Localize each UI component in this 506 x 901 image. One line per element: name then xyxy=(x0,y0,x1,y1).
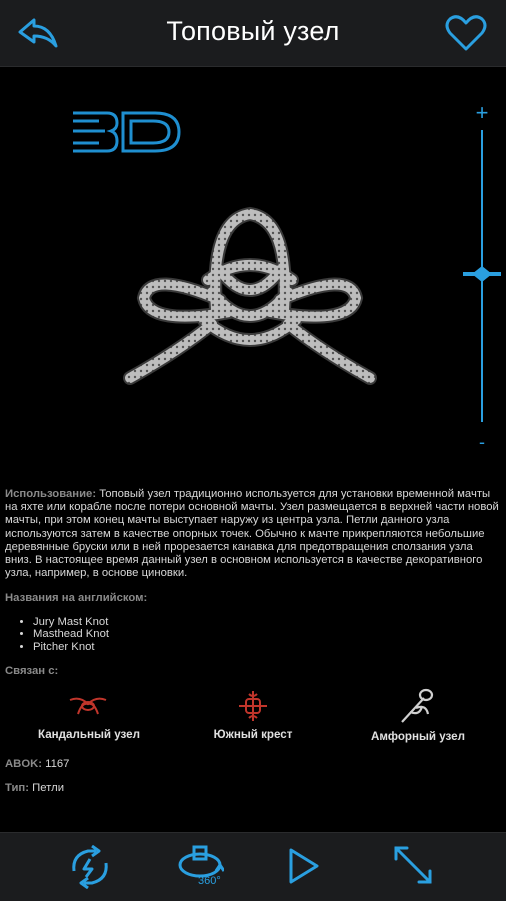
english-names-title: Названия на английском: xyxy=(5,592,148,605)
zoom-slider-thumb[interactable] xyxy=(463,266,501,282)
usage-paragraph xyxy=(5,488,501,580)
list-item: • Pitcher Knot xyxy=(33,641,501,654)
bottom-toolbar xyxy=(0,832,506,901)
3d-logo-icon xyxy=(69,107,183,157)
type-value: Петли xyxy=(29,782,65,794)
knot-description xyxy=(5,488,501,679)
amphora-knot-icon xyxy=(398,686,438,724)
related-item-southern-cross[interactable] xyxy=(203,690,303,741)
app-header xyxy=(0,0,506,67)
zoom-out-icon[interactable]: - xyxy=(479,432,485,452)
abok-value: 1167 xyxy=(42,758,70,770)
usage-text: Топовый узел традиционно используется для установки временной мачты на яхте или корабле после потери основной мачты. Узел размещается в верхней части новой мачты, при этом конец мачты выступает наружу из центра узла. Петли данного узла используются затем в качестве опорных точек. Обычно к мачте прикрепляются небольшие деревянные бруски или в ней прорезается канавка для предотвращения сползания узла вниз. В настоящее время данный узел в основном используется в качестве декоративного узла, например, в основе циновки. xyxy=(5,488,499,580)
heart-icon[interactable] xyxy=(444,13,488,53)
list-item: • Jury Mast Knot xyxy=(33,616,501,629)
shackle-knot-icon xyxy=(68,690,108,722)
page-title: Топовый узел xyxy=(166,16,340,46)
zoom-in-icon[interactable]: + xyxy=(475,100,489,125)
related-item-label: Кандальный узел xyxy=(38,728,140,741)
usage-label: Использование: xyxy=(5,488,97,500)
type-label: Тип: xyxy=(5,782,30,794)
abok-label: ABOK: xyxy=(5,758,43,770)
topmast-knot-illustration xyxy=(120,200,380,390)
related-knots xyxy=(0,690,506,750)
related-title: Связан с: xyxy=(5,665,59,678)
abok-number xyxy=(5,758,69,770)
knot-type xyxy=(5,782,64,794)
fullscreen-icon[interactable] xyxy=(393,845,433,885)
list-item: • Masthead Knot xyxy=(33,628,501,641)
related-item-amphora-knot[interactable] xyxy=(368,690,468,743)
rotate-360-label: 360° xyxy=(198,875,221,887)
play-icon[interactable] xyxy=(288,847,320,885)
rotate-360-icon[interactable] xyxy=(176,845,224,879)
related-item-label: Амфорный узел xyxy=(371,730,465,743)
southern-cross-icon xyxy=(233,690,273,722)
related-item-shackle-knot[interactable] xyxy=(38,690,138,741)
refresh-icon[interactable] xyxy=(66,845,114,889)
english-names-list xyxy=(5,616,501,654)
related-item-label: Южный крест xyxy=(213,728,293,741)
